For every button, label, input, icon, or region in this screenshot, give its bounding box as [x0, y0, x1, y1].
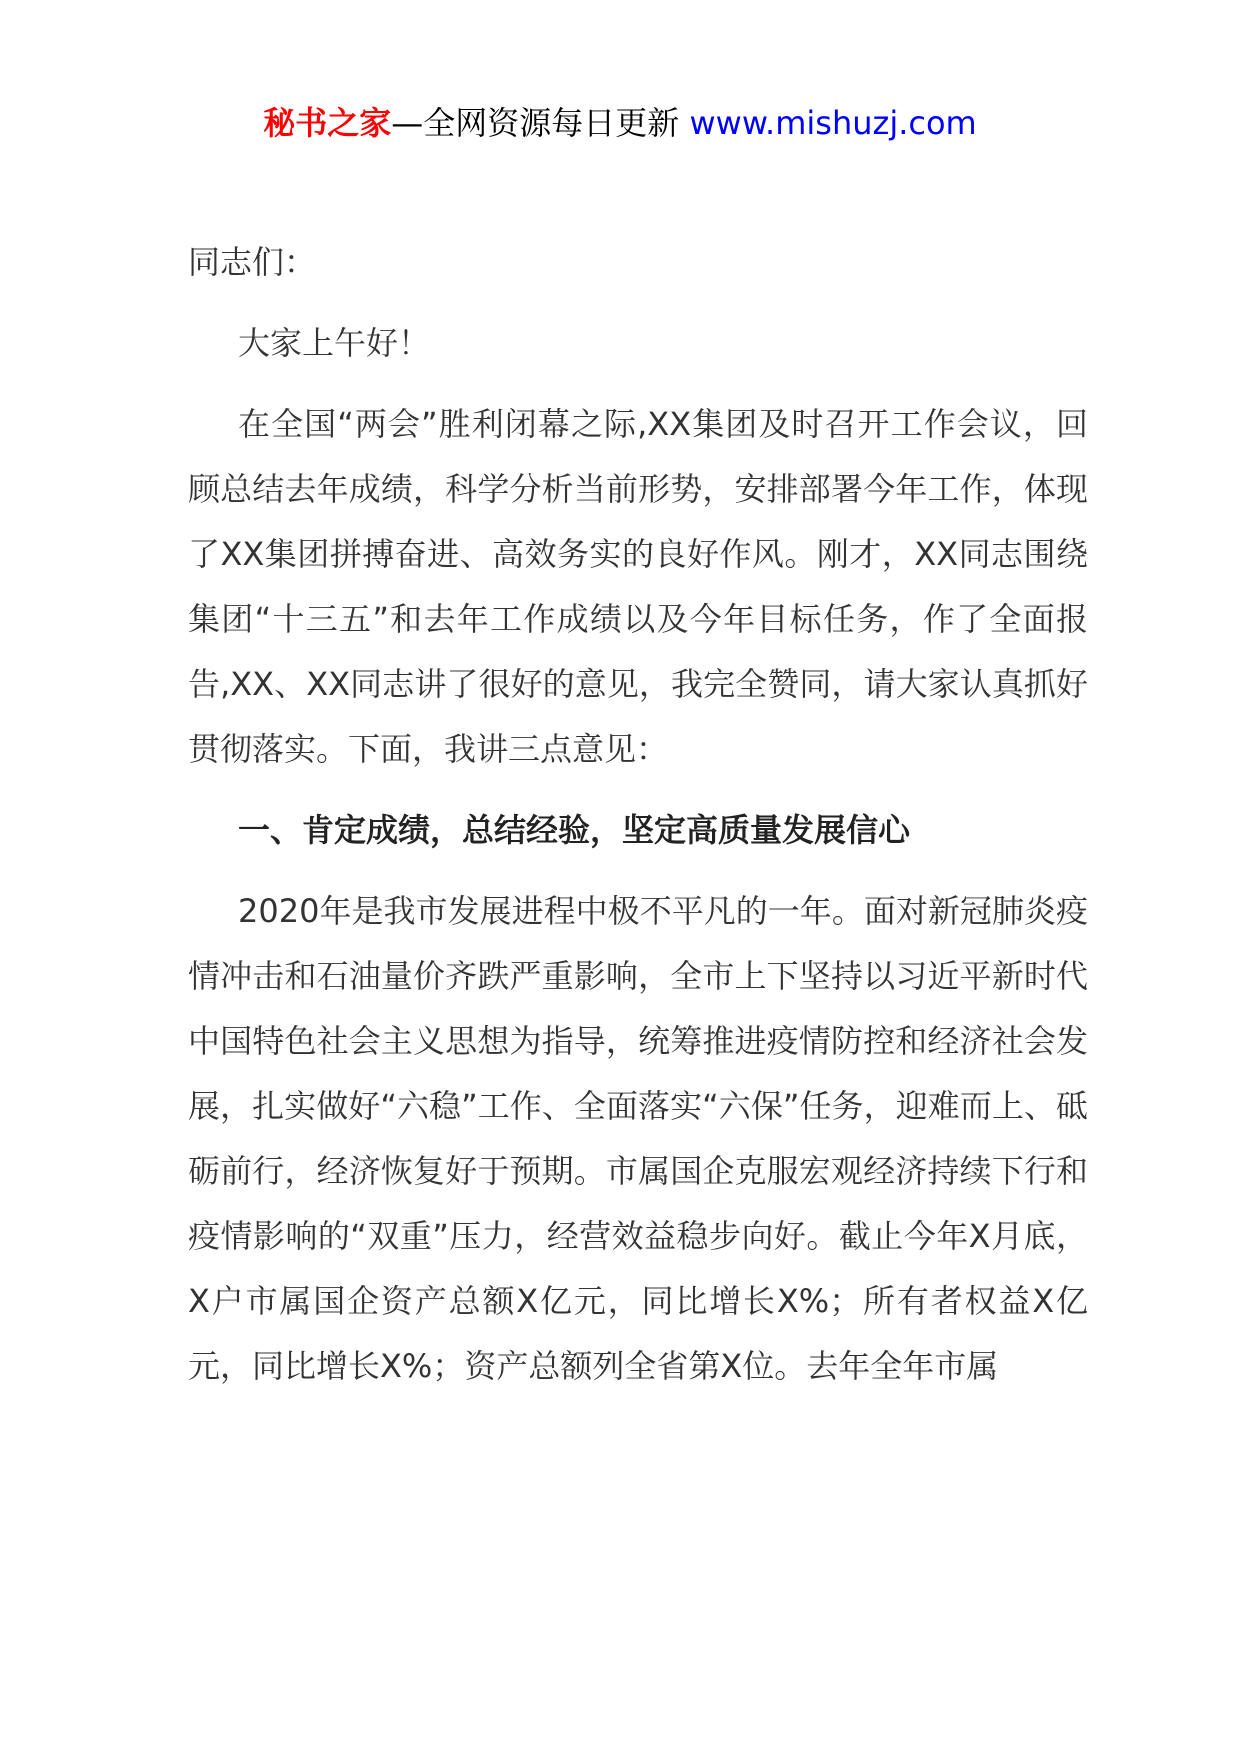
greeting: 大家上午好！	[238, 324, 431, 362]
site-url-link[interactable]: www.mishuzj.com	[689, 104, 977, 142]
salutation: 同志们：	[188, 243, 317, 281]
brand-name: 秘书之家	[263, 104, 392, 142]
intro-paragraph: 在全国“两会”胜利闭幕之际,XX集团及时召开工作会议，回顾总结去年成绩，科学分析当前形势，安排部署今年工作，体现了XX集团拼搏奋进、高效务实的良好作风。刚才，XX同志围绕集团“十三五”和去年工作成绩以及今年目标任务，作了全面报告,XX、XX同志讲了很好的意见，我完全赞同，请大家认真抓好贯彻落实。下面，我讲三点意见：	[188, 405, 1088, 768]
page-header	[0, 100, 1240, 146]
section-heading: 一、肯定成绩，总结经验，坚定高质量发展信心	[238, 811, 911, 849]
section-paragraph: 2020年是我市发展进程中极不平凡的一年。面对新冠肺炎疫情冲击和石油量价齐跌严重影响，全市上下坚持以习近平新时代中国特色社会主义思想为指导，统筹推进疫情防控和经济社会发展，扎实做好“六稳”工作、全面落实“六保”任务，迎难而上、砥砺前行，经济恢复好于预期。市属国企克服宏观经济持续下行和疫情影响的“双重”压力，经营效益稳步向好。截止今年X月底，X户市属国企资产总额X亿元，同比增长X%；所有者权益X亿元，同比增长X%；资产总额列全省第X位。去年全年市属	[188, 892, 1088, 1385]
document-body	[188, 230, 1088, 1415]
header-tagline: —全网资源每日更新	[391, 104, 680, 142]
